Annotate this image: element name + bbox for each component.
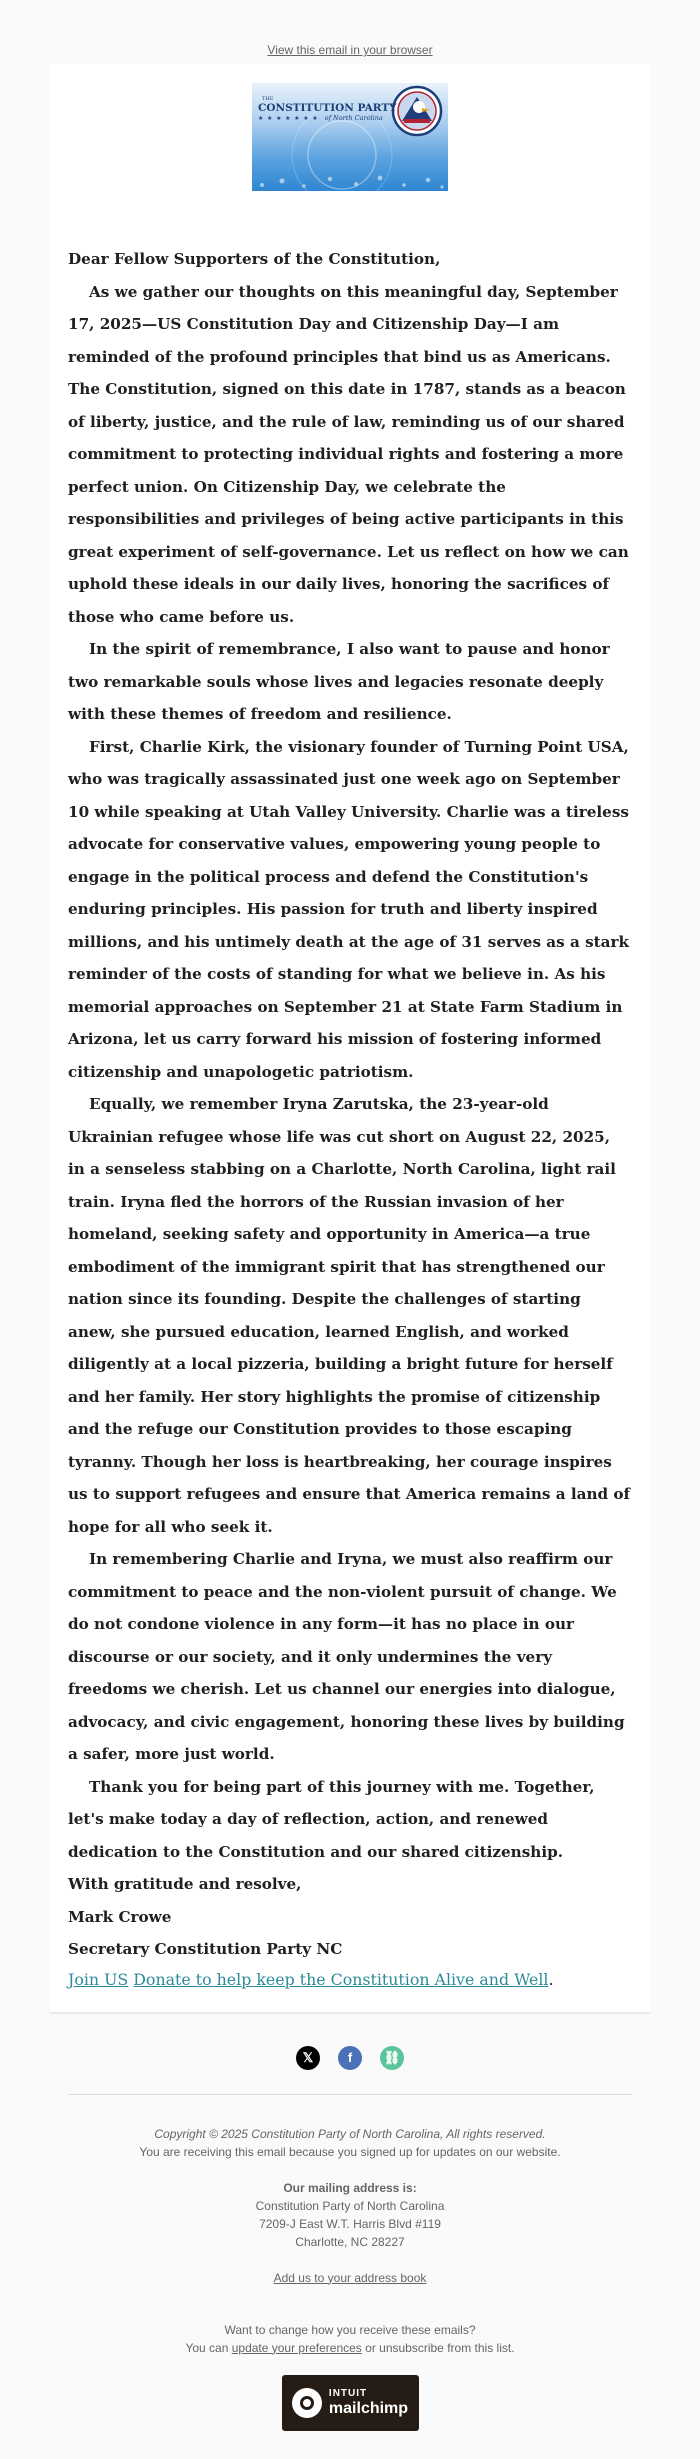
footer-copyright: Copyright © 2025 Constitution Party of North Carolina, All rights reserved. xyxy=(154,2126,546,2141)
change-question: Want to change how you receive these emails? xyxy=(224,2322,476,2337)
mailchimp-logo-icon xyxy=(292,2388,322,2418)
badge-mailchimp: mailchimp xyxy=(328,2399,409,2417)
badge-wrap xyxy=(50,2375,650,2459)
logo-text xyxy=(258,96,398,122)
action-links xyxy=(50,1966,650,1994)
links-period: . xyxy=(548,1969,554,1989)
add-to-address-book-link[interactable]: Add us to your address book xyxy=(273,2270,427,2285)
letter-greeting: Dear Fellow Supporters of the Constitution, xyxy=(68,250,441,268)
preheader xyxy=(0,0,700,64)
footer-reason: You are receiving this email because you signed up for updates on our website. xyxy=(139,2144,561,2159)
email-card xyxy=(50,64,650,2014)
logo-stars: ★ ★ ★ ★ ★ ★ ★ xyxy=(258,115,319,122)
logo-title: CONSTITUTION PARTY xyxy=(258,102,397,114)
x-twitter-icon[interactable]: 𝕏 xyxy=(296,2046,320,2070)
update-preferences-link[interactable]: update your preferences xyxy=(231,2340,362,2355)
view-in-browser-link[interactable]: View this email in your browser xyxy=(267,43,433,57)
mailing-address-line: Charlotte, NC 28227 xyxy=(295,2234,405,2249)
logo-subtitle: of North Carolina xyxy=(324,114,383,122)
letter-paragraph: As we gather our thoughts on this meaningful day, September 17, 2025—US Constitution Day and Citizenship Day—I am reminded of the profound principles that bind us as Americans. The Constitution, signed on this date in 1787, stands as a beacon of liberty, justice, and the rule of law, reminding us of our shared commitment to protecting individual rights and fostering a more perfect union. On Citizenship Day, we celebrate the responsibilities and privileges of being active participants in this great experiment of self-governance. Let us reflect on how we can uphold these ideals in our daily lives, honoring the sacrifices of those who came before us. xyxy=(68,282,629,626)
letter-paragraph: Equally, we remember Iryna Zarutska, the 23-year-old Ukrainian refugee whose life was cut short on August 22, 2025, in a senseless stabbing on a Charlotte, North Carolina, light rail train. Iryna fled the horrors of the Russian invasion of her homeland, seeking safety and opportunity in America—a true embodiment of the immigrant spirit that has strengthened our nation since its founding. Despite the challenges of starting anew, she pursued education, learned English, and worked diligently at a local pizzeria, building a bright future for herself and her family. Her story highlights the promise of citizenship and the refuge our Constitution provides to those escaping tyranny. Though her loss is heartbreaking, her courage inspires us to support refugees and ensure that America remains a land of hope for all who seek it. xyxy=(68,1095,631,1536)
mailing-address-line: 7209-J East W.T. Harris Blvd #119 xyxy=(259,2216,441,2231)
letter-signature-name: Mark Crowe xyxy=(68,1907,172,1926)
letter-signature-role: Secretary Constitution Party NC xyxy=(68,1940,343,1958)
you-can-text: You can xyxy=(185,2340,232,2355)
mailing-address-line: Constitution Party of North Carolina xyxy=(255,2198,445,2213)
letter-paragraph: In remembering Charlie and Iryna, we must also reaffirm our commitment to peace and the non-violent pursuit of change. We do not condone violence in any form—it has no place in our discourse or our society, and it only undermines the very freedoms we cherish. Let us channel our energies into dialogue, advocacy, and civic engagement, honoring these lives by building a safer, more just world. xyxy=(68,1550,625,1763)
mailchimp-badge[interactable] xyxy=(282,2375,419,2431)
join-us-link[interactable]: Join US xyxy=(68,1969,129,1989)
logo-the: THE xyxy=(262,96,274,102)
footer xyxy=(50,2014,650,2459)
badge-intuit: INTUIT xyxy=(328,2387,368,2399)
website-link-icon[interactable]: ⛓ xyxy=(380,2046,404,2070)
preferences-line xyxy=(50,2339,650,2357)
mailing-address-title: Our mailing address is: xyxy=(283,2180,417,2195)
letter-paragraph: In the spirit of remembrance, I also want to pause and honor two remarkable souls whose lives and legacies resonate deeply with these themes of freedom and resilience. xyxy=(68,640,610,723)
social-links xyxy=(50,2046,650,2070)
constitution-party-logo[interactable] xyxy=(252,83,448,191)
letter-closing: With gratitude and resolve, xyxy=(68,1875,302,1893)
letter-paragraph: Thank you for being part of this journey with me. Together, let's make today a day of reflection, action, and renewed dedication to the Constitution and our shared citizenship. xyxy=(68,1777,595,1861)
donate-link[interactable]: Donate to help keep the Constitution Alive and Well xyxy=(133,1969,549,1989)
logo-subline xyxy=(258,114,398,122)
footer-divider xyxy=(68,2094,632,2095)
facebook-icon[interactable]: f xyxy=(338,2046,362,2070)
letter-body xyxy=(50,191,650,1966)
letter-paragraph: First, Charlie Kirk, the visionary founder of Turning Point USA, who was tragically assassinated just one week ago on September 10 while speaking at Utah Valley University. Charlie was a tireless advocate for conservative values, empowering young people to engage in the political process and defend the Constitution's enduring principles. His passion for truth and liberty inspired millions, and his untimely death at the age of 31 serves as a stark reminder of the costs of standing for what we believe in. As his memorial approaches on September 21 at State Farm Stadium in Arizona, let us carry forward his mission of fostering informed citizenship and unapologetic patriotism. xyxy=(68,737,630,1081)
logo-wrap xyxy=(50,64,650,191)
unsubscribe-text: or unsubscribe from this list. xyxy=(361,2340,515,2355)
badge-words xyxy=(329,2389,408,2417)
address-book-row xyxy=(50,2269,650,2287)
